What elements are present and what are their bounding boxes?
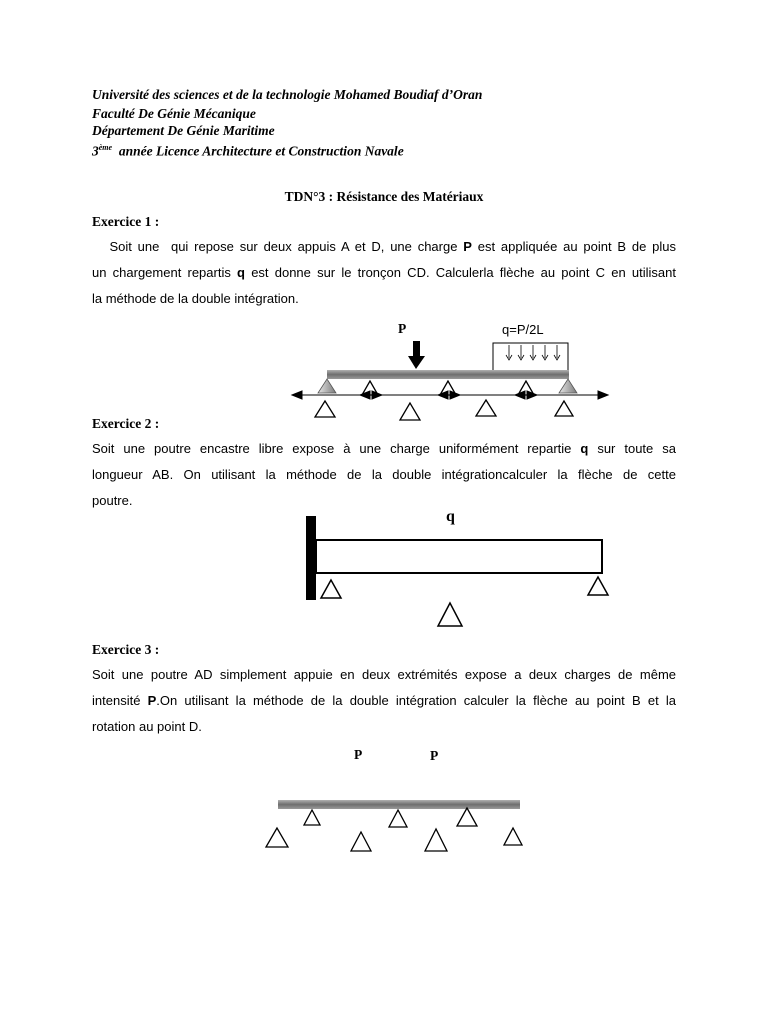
exercise-2-line-2: longueur AB. On utilisant la méthode de la double intégrationcalculer la flèche de cette [92,467,676,482]
exercise-3-line-1: Soit une poutre AD simplement appuie en deux extrémités expose a deux charges de même [92,667,676,682]
ex1-beam [327,370,569,379]
university-name: Université des sciences et de la technologie Mohamed Boudiaf d’Oran [92,87,483,102]
year-superscript: ème [98,143,113,152]
exercise-1-line-1: Soit une qui repose sur deux appuis A et D, une charge P est appliquée au point B de plus [92,239,677,254]
exercise-3-text [92,662,676,740]
ex2-loose-triangles [321,577,608,626]
ex3-load-p1-label: P [354,747,363,762]
ex2-clamp-wall [306,516,316,600]
ex2-beam [316,540,602,573]
ex1-support-a [318,379,336,393]
ex3-beam [278,800,520,809]
exercise-1-line-2: un chargement repartis q est donne sur le tronçon CD. Calculerla flèche au point C en utilisant [92,265,676,280]
exercise-2-heading: Exercice 2 : [92,416,160,431]
faculty-name: Faculté De Génie Mécanique [92,106,256,121]
ex3-load-p2-label: P [430,748,439,763]
year-program-text: année Licence Architecture et Construction Navale [112,143,404,159]
ex1-load-q-label: q=P/2L [502,322,544,337]
figure-2 [306,516,608,626]
exercise-2-line-1: Soit une poutre encastre libre expose à une charge uniformément repartie q sur toute sa [92,441,676,456]
year-number: 3 [92,143,99,159]
ex2-load-q-label: q [446,508,455,525]
ex1-support-d [559,379,577,393]
exercise-2-text [92,436,676,514]
exercise-3-heading: Exercice 3 : [92,642,160,657]
exercise-1-heading: Exercice 1 : [92,214,160,229]
figure-1 [292,341,608,420]
page-title: TDN°3 : Résistance des Matériaux [284,189,484,204]
ex3-loose-triangles [266,808,522,851]
ex1-point-load-arrow [408,341,425,369]
exercise-3-line-3: rotation au point D. [92,719,202,734]
exercise-2-line-3: poutre. [92,493,133,508]
ex1-load-p-label: P [398,321,407,336]
exercise-3-line-2: intensité P.On utilisant la méthode de la double intégration calculer la flèche au point B et la [92,693,676,708]
figure-3 [266,800,522,851]
exercise-1-line-3: la méthode de la double intégration. [92,291,299,306]
department-name: Département De Génie Maritime [92,123,275,138]
ex1-loose-triangles [315,381,573,420]
